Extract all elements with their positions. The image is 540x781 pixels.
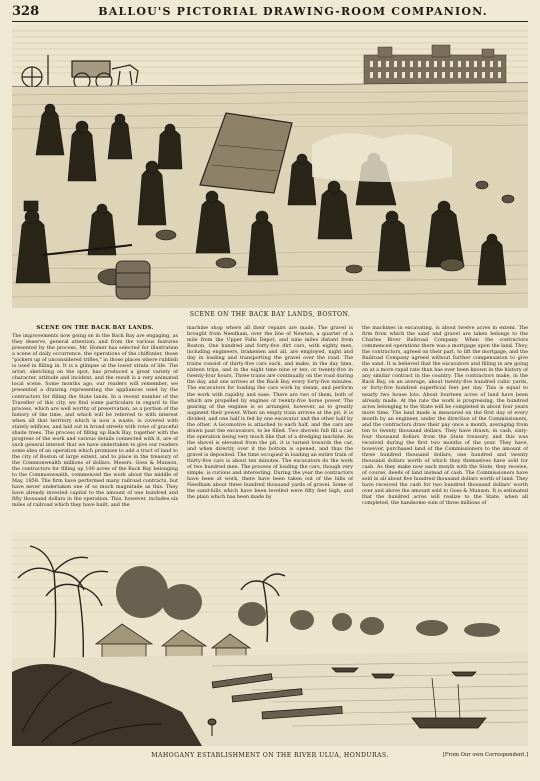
- mahogany-engraving: [12, 532, 528, 746]
- article-heading: SCENE ON THE BACK BAY LANDS.: [36, 325, 154, 331]
- bottom-caption: MAHOGANY ESTABLISHMENT ON THE RIVER ULUA, HONDURAS.: [151, 752, 389, 759]
- top-caption: SCENE ON THE BACK BAY LANDS, BOSTON.: [189, 311, 351, 318]
- article-text-2: machine shop where all their repairs are made. The gravel is brought from Needham, over the line of Newton, a quarter of a mile from the Upper Falls Depot, and nine miles distant from Boston. One hundred and forty-five dirt cars, with eighty men, including engineers, brakemen and all, are employed, night and day in loading and transporting the gravel over the road. The trains consist of thirty-five cars each, and make, in the day time, sixteen trips, and in the night time nine or ten, or twenty-five in twenty-four hours. Three trains are continually on the road during the day, and one arrives at the Back Bay every forty-five minutes. The excavators for loading the cars work by steam, and perform the work with rapidity and ease. There are two of them, both of which are propelled by engines of twenty-five horse power. The gearing of the engines is so arranged, however, as to greatly augment their power. When an empty train arrives at the pit, it is divided, and one half is fed by one excavator and the other half by the other. A locomotive is attached to each half, and the cars are drawn past the excavators, to be filled. Two shovels full fill a car, the operation being very much like that of a dredging machine. As the shovel is elevated from the pit, it is turned towards the car, and when directly over it the bottom is opened, and thus the gravel is deposited. The time occupied in loading an entire train of thirty-five cars is about ten minutes. The excavators do the work of two hundred men. The process of loading the cars, though very simple, is curious and interesting. During the year the contractors have been at work, there have been taken out of the hills of Needham about three hundred thousand yards of gravel. Some of the sand-hills which have been levelled were fifty feet high, and the plain which has been made by: [187, 325, 353, 501]
- article-columns: [12, 325, 528, 528]
- article-column-1: [12, 325, 178, 528]
- article-column-2: [187, 325, 353, 528]
- article-text-1: The improvements now going on in the Back Bay are engaging, as they deserve, general attention, and from the various features presented by the process, Mr. Homer has selected for illustration a scene of daily occurrence, the operations of the chiffonier, those "pickers up of unconsidered trifles," in those places where rubbish is used in filling in. It is a glimpse at the lower strata of life. The artist, sketching on the spot, has produced a great variety of character, attitude and incident, and the result is a very animated local scene. Some months ago, our readers will remember, we presented a drawing representing the appliances used by the contractors for filling the State lands. In a recent number of the Traveller of this city, we find some particulars in regard to the process, which are well worthy of preservation, as a portion of the history of the time, and which will be referred to with interest when all that territory which is now a waste, is covered with stately edifices, and laid out in broad streets with rows of graceful shade trees. The process of filling up Back Bay, together with the progress of the work and various details connected with it, are of such general interest that we have undertaken to give our readers some idea of an operation which promises to add a tract of land to the city of Boston of large extent, and to place in the treasury of the Commonwealth millions of dollars. Messrs. Goss & Munson, the contractors for filling up 100 acres of the Back Bay belonging to the Commonwealth, commenced the work about the middle of May, 1858. The firm have performed many railroad contracts, but have never undertaken one of so much magnitude as this. They have already invested capital to the amount of one hundred and fifty thousand dollars in the operation. This, however, includes six miles of railroad which they have built, and the: [12, 333, 178, 509]
- correspondent-credit: [From Our own Correspondent.]: [442, 752, 528, 758]
- river-ulua-illustration: [12, 532, 528, 746]
- page-number: 328: [12, 4, 40, 19]
- article-text-3: the machines in excavating, is about twelve acres in extent. The firm from which the sand and gravel are taken belongs to the Charles River Railroad Company. When the contractors commenced operations there was a mortgage upon the land. They, the contractors, agreed on their part, to lift the mortgage, and the Railroad Company agreed without further compensation to give the sand. It is believed that the excavators and filling in are going on at a more rapid rate than has ever been known in the history of any similar contract in the country. The contractors make, in the Back Bay, on an average, about twenty-five hundred cubic yards, or forty-five hundred superficial feet per day. This is equal to nearly two house lots. About fourteen acres of land have been already made. At the rate the work is progressing, the hundred acres belonging to the State will be completed in about four years more time. The land made is measured on the first day of every month by an engineer, under the direction of the Commissioners, and the contractors draw their pay once a month, averaging from ten to twenty thousand dollars. They have drawn, in cash, sixty-four thousand dollars from the State treasury, and this was received during the first two months of the year. They have, however, purchased land of the Commissioners to the amount of three hundred thousand dollars, one hundred and twenty thousand dollars worth of which they themselves have sold for cash. As they make now each month with the State, they receive, of course, deeds of land instead of cash. The Commissioners have sold in all about five hundred thousand dollars worth of land. They have received the cash for two hundred thousand dollars' worth over and above the amount sold to Goss & Munson. It is estimated that the hundred acres will realize to the State, when all completed, the handsome sum of three millions of: [362, 325, 528, 507]
- article-column-3: [362, 325, 528, 528]
- page-header: [12, 4, 528, 22]
- bottom-caption-row: [12, 750, 528, 762]
- publication-title: BALLOU'S PICTORIAL DRAWING-ROOM COMPANION.: [98, 5, 488, 18]
- header-rule: [12, 21, 528, 22]
- back-bay-illustration: [12, 25, 528, 308]
- back-bay-engraving: [12, 25, 528, 308]
